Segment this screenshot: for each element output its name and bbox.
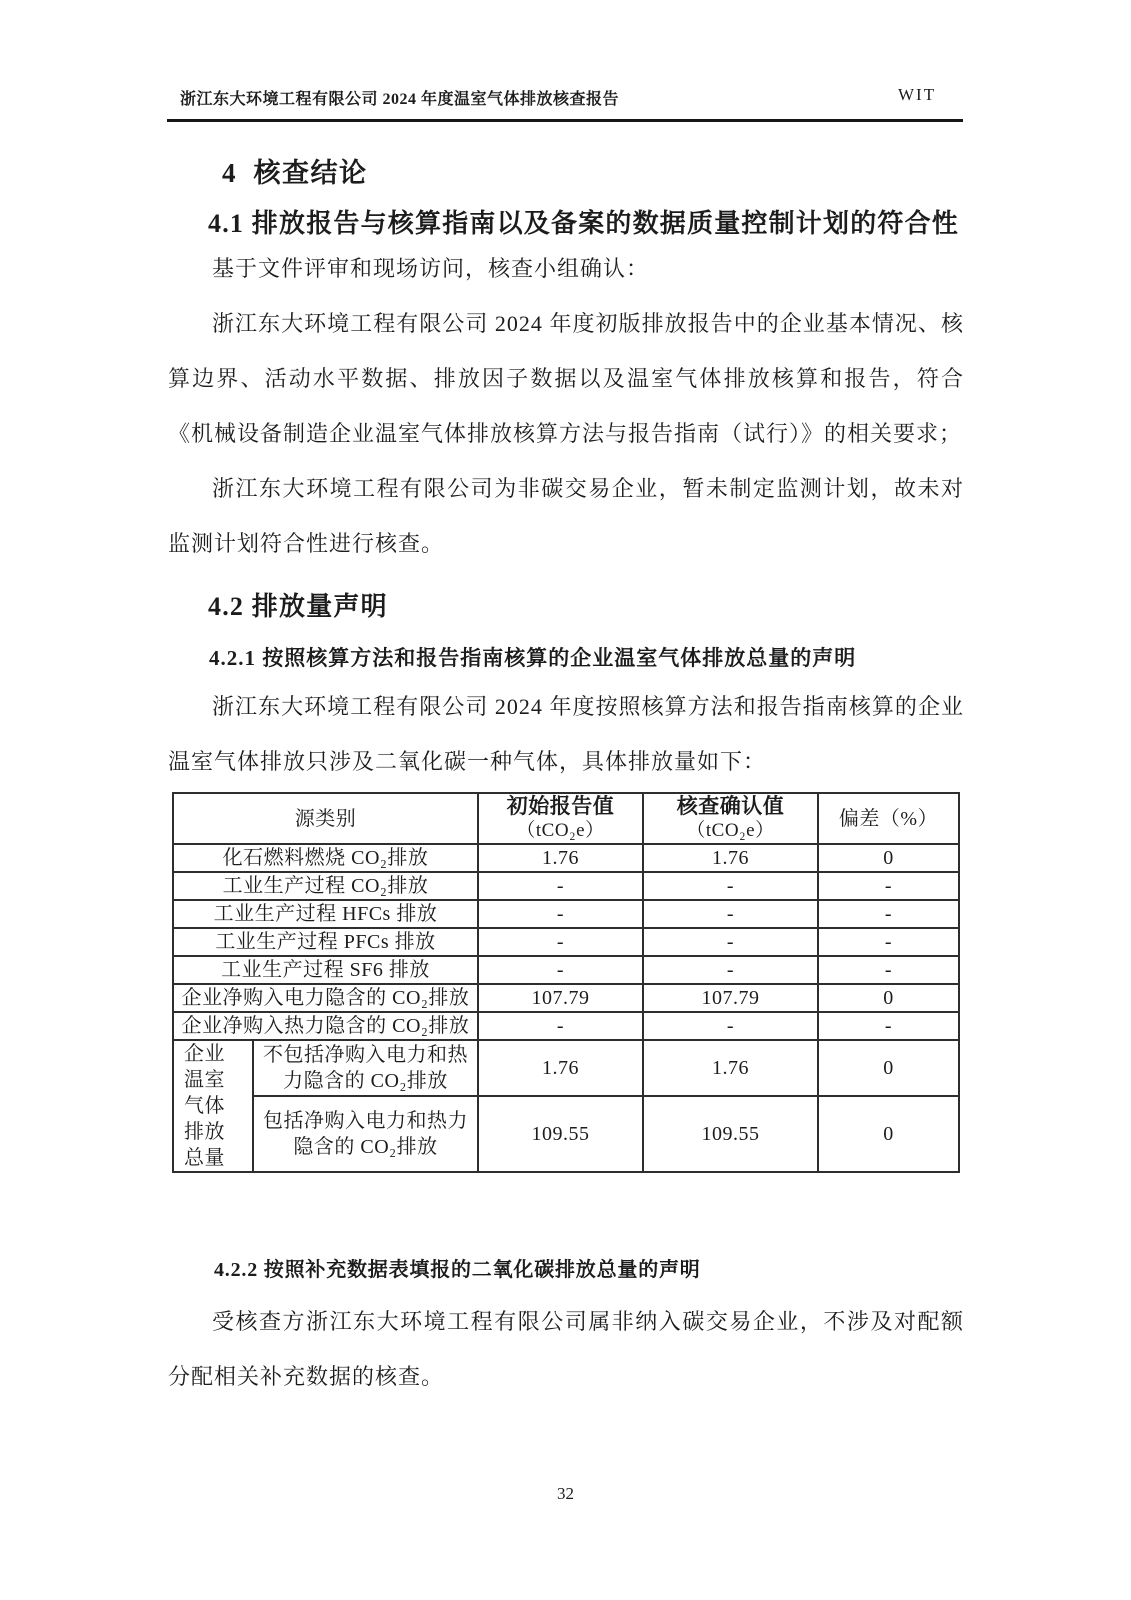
total-row-deviation: 0 xyxy=(818,1096,959,1172)
paragraph-report-compliance: 浙江东大环境工程有限公司 2024 年度初版排放报告中的企业基本情况、核算边界、活动水平数据、排放因子数据以及温室气体排放核算和报告，符合《机械设备制造企业温室气体排放核算方法与报告指南（试行）》的相关要求； xyxy=(168,311,964,446)
row-deviation: - xyxy=(818,1012,959,1040)
row-initial: - xyxy=(478,956,643,984)
row-source: 工业生产过程 PFCs 排放 xyxy=(173,928,478,956)
paragraph-confirmation-intro: 基于文件评审和现场访问，核查小组确认： xyxy=(212,256,650,281)
page-number: 32 xyxy=(557,1484,574,1503)
table-row xyxy=(173,900,959,928)
total-row-deviation: 0 xyxy=(818,1040,959,1096)
header-verified-label: 核查确认值 xyxy=(676,794,785,818)
row-deviation: - xyxy=(818,928,959,956)
table-row xyxy=(173,984,959,1012)
header-initial-value xyxy=(478,793,643,844)
table-row xyxy=(173,872,959,900)
total-group-label: 企业温室气体排放总量 xyxy=(184,1043,225,1169)
table-row xyxy=(173,1012,959,1040)
row-source: 工业生产过程 HFCs 排放 xyxy=(173,900,478,928)
row-deviation: - xyxy=(818,956,959,984)
header-deviation: 偏差（%） xyxy=(818,793,959,844)
table-total-row xyxy=(173,1096,959,1172)
table-row xyxy=(173,956,959,984)
row-verified: - xyxy=(643,956,818,984)
header-rule xyxy=(167,119,963,122)
header-verified-value xyxy=(643,793,818,844)
row-source: 企业净购入热力隐含的 CO₂排放 xyxy=(173,1012,478,1040)
row-initial: 1.76 xyxy=(478,844,643,872)
header-verified-unit: （tCO₂e） xyxy=(686,820,775,841)
header-initial-unit: （tCO₂e） xyxy=(516,820,605,841)
header-initial-label: 初始报告值 xyxy=(506,794,615,818)
row-initial: - xyxy=(478,928,643,956)
section-4-1-heading: 4.1 排放报告与核算指南以及备案的数据质量控制计划的符合性 xyxy=(208,209,960,238)
total-row-source: 不包括净购入电力和热力隐含的 CO₂排放 xyxy=(253,1040,478,1096)
total-row-verified: 109.55 xyxy=(643,1096,818,1172)
row-source: 工业生产过程 CO₂排放 xyxy=(173,872,478,900)
section-4-2-1-heading: 4.2.1 按照核算方法和报告指南核算的企业温室气体排放总量的声明 xyxy=(209,646,857,670)
row-deviation: - xyxy=(818,872,959,900)
row-deviation: - xyxy=(818,900,959,928)
row-source: 工业生产过程 SF6 排放 xyxy=(173,956,478,984)
row-initial: - xyxy=(478,872,643,900)
row-verified: 1.76 xyxy=(643,844,818,872)
header-source-category: 源类别 xyxy=(173,793,478,844)
emissions-table xyxy=(172,792,960,1173)
row-verified: 107.79 xyxy=(643,984,818,1012)
row-source: 企业净购入电力隐含的 CO₂排放 xyxy=(173,984,478,1012)
paragraph-supplementary-data: 受核查方浙江东大环境工程有限公司属非纳入碳交易企业，不涉及对配额分配相关补充数据的核查。 xyxy=(168,1309,964,1389)
table-row xyxy=(173,844,959,872)
paragraph-emissions-scope: 浙江东大环境工程有限公司 2024 年度按照核算方法和报告指南核算的企业温室气体排放只涉及二氧化碳一种气体，具体排放量如下： xyxy=(168,694,964,774)
section-4-2-heading: 4.2 排放量声明 xyxy=(208,592,388,621)
row-initial: 107.79 xyxy=(478,984,643,1012)
row-deviation: 0 xyxy=(818,844,959,872)
total-row-source: 包括净购入电力和热力隐含的 CO₂排放 xyxy=(253,1096,478,1172)
table-row xyxy=(173,928,959,956)
row-verified: - xyxy=(643,1012,818,1040)
row-source: 化石燃料燃烧 CO₂排放 xyxy=(173,844,478,872)
table-header-row xyxy=(173,793,959,844)
running-header-title: 浙江东大环境工程有限公司 2024 年度温室气体排放核查报告 xyxy=(180,91,620,108)
table-total-row xyxy=(173,1040,959,1096)
row-initial: - xyxy=(478,900,643,928)
section-4-heading: 4 核查结论 xyxy=(222,158,368,188)
row-deviation: 0 xyxy=(818,984,959,1012)
row-initial: - xyxy=(478,1012,643,1040)
row-verified: - xyxy=(643,928,818,956)
total-group-label-cell xyxy=(173,1040,253,1172)
row-verified: - xyxy=(643,900,818,928)
section-4-2-2-heading: 4.2.2 按照补充数据表填报的二氧化碳排放总量的声明 xyxy=(214,1259,701,1281)
paragraph-monitoring-plan: 浙江东大环境工程有限公司为非碳交易企业，暂未制定监测计划，故未对监测计划符合性进行核查。 xyxy=(168,476,964,556)
total-row-verified: 1.76 xyxy=(643,1040,818,1096)
header-logo-wit: WIT xyxy=(898,85,937,104)
row-verified: - xyxy=(643,872,818,900)
total-row-initial: 1.76 xyxy=(478,1040,643,1096)
total-row-initial: 109.55 xyxy=(478,1096,643,1172)
